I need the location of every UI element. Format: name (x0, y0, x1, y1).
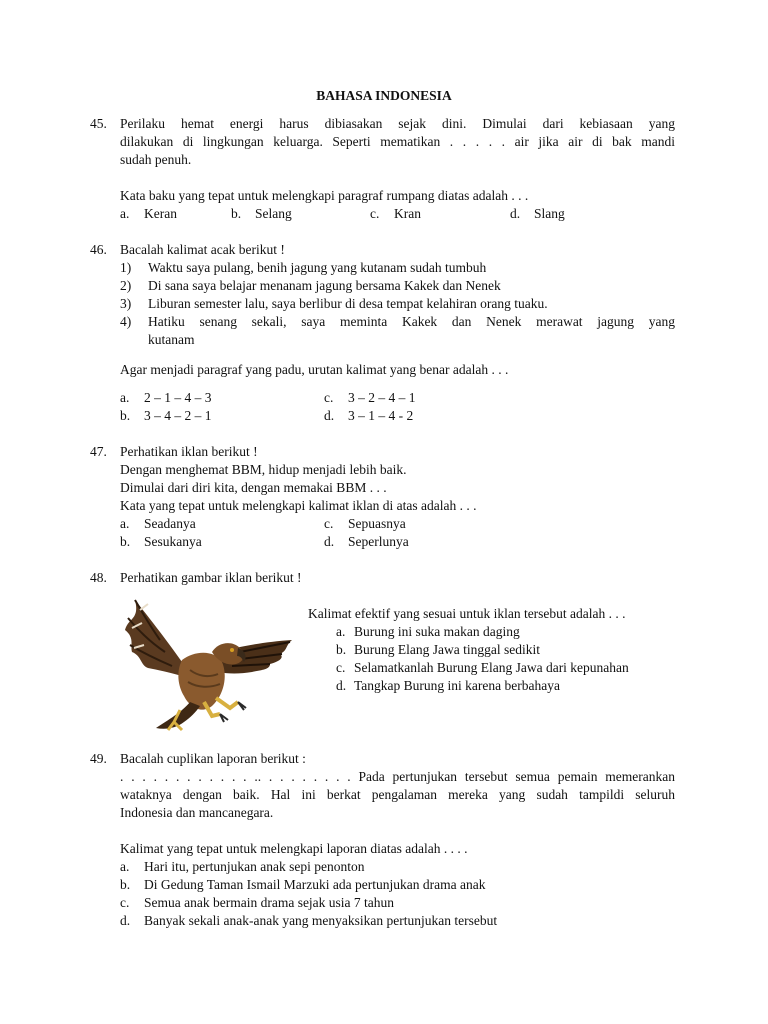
option-text: Di Gedung Taman Ismail Marzuki ada pertunjukan drama anak (144, 877, 486, 892)
option-text: Seadanya (144, 516, 196, 531)
question-intro: Bacalah cuplikan laporan berikut : (120, 751, 306, 766)
option-label: c. (336, 660, 346, 675)
item-number: 2) (120, 278, 132, 293)
sentence-item (120, 295, 548, 313)
answer-option-a[interactable] (120, 389, 212, 407)
answer-option-a[interactable] (120, 858, 364, 876)
page-title: BAHASA INDONESIA (316, 88, 452, 103)
question-text-line: Perilaku hemat energi harus dibiasakan sejak dini. Dimulai dari kebiasaan yang (120, 116, 675, 131)
item-number: 1) (120, 260, 132, 275)
answer-option-c[interactable] (370, 205, 421, 223)
option-text: Banyak sekali anak-anak yang menyaksikan pertunjukan tersebut (144, 913, 498, 928)
answer-option-c[interactable] (120, 894, 394, 912)
answer-option-a[interactable] (336, 623, 520, 641)
option-text: Slang (534, 206, 565, 221)
option-label: c. (324, 390, 334, 405)
answer-option-b[interactable] (120, 876, 485, 894)
question-text-line: Indonesia dan mancanegara. (120, 805, 274, 820)
option-label: b. (120, 534, 131, 549)
question-text-line: wataknya dengan baik. Hal ini berkat pengalaman mereka yang sudah tampildi seluruh (120, 787, 675, 802)
option-label: a. (336, 624, 346, 639)
question-prompt: Kata baku yang tepat untuk melengkapi paragraf rumpang diatas adalah . . . (120, 188, 529, 203)
option-label: b. (120, 877, 131, 892)
question-text-line: sudah penuh. (120, 152, 192, 167)
sentence-item (120, 313, 675, 331)
option-label: c. (120, 895, 130, 910)
answer-option-d[interactable] (120, 912, 497, 930)
sentence-item (120, 277, 501, 295)
answer-option-d[interactable] (324, 407, 413, 425)
question-text-line: Dimulai dari diri kita, dengan memakai BBM . . . (120, 480, 387, 495)
answer-option-a[interactable] (120, 515, 196, 533)
option-label: b. (231, 206, 242, 221)
item-text: Di sana saya belajar menanam jagung bersama Kakek dan Nenek (148, 278, 501, 293)
eagle-image (120, 590, 295, 738)
option-text: Hari itu, pertunjukan anak sepi penonton (144, 859, 365, 874)
answer-option-d[interactable] (324, 533, 409, 551)
answer-option-b[interactable] (120, 533, 202, 551)
answer-option-a[interactable] (120, 205, 177, 223)
option-text: Burung Elang Jawa tinggal sedikit (354, 642, 540, 657)
option-text: Selang (255, 206, 292, 221)
answer-option-c[interactable] (324, 389, 416, 407)
option-label: d. (120, 913, 131, 928)
answer-option-c[interactable] (336, 659, 629, 677)
option-label: d. (510, 206, 521, 221)
option-label: a. (120, 859, 130, 874)
item-text: Liburan semester lalu, saya berlibur di desa tempat kelahiran orang tuaku. (148, 296, 548, 311)
answer-option-b[interactable] (231, 205, 292, 223)
option-text: 3 – 2 – 4 – 1 (348, 390, 416, 405)
question-prompt: Agar menjadi paragraf yang padu, urutan kalimat yang benar adalah . . . (120, 362, 509, 377)
option-label: a. (120, 206, 130, 221)
option-text: Tangkap Burung ini karena berbahaya (354, 678, 560, 693)
question-text-line: . . . . . . . . . . . . .. . . . . . . . . Pada pertunjukan tersebut semua pemain memerankan (120, 769, 675, 784)
option-label: a. (120, 390, 130, 405)
option-label: d. (336, 678, 347, 693)
question-intro: Perhatikan gambar iklan berikut ! (120, 570, 302, 585)
question-number: 46. (90, 242, 107, 257)
answer-option-d[interactable] (336, 677, 560, 695)
option-text: Sesukanya (144, 534, 202, 549)
option-text: Seperlunya (348, 534, 409, 549)
item-text-continued: kutanam (148, 332, 195, 347)
option-text: Keran (144, 206, 177, 221)
answer-option-b[interactable] (120, 407, 212, 425)
option-label: d. (324, 408, 335, 423)
option-label: d. (324, 534, 335, 549)
answer-option-d[interactable] (510, 205, 565, 223)
item-text: Waktu saya pulang, benih jagung yang kutanam sudah tumbuh (148, 260, 487, 275)
question-number: 47. (90, 444, 107, 459)
item-text: Hatiku senang sekali, saya meminta Kakek dan Nenek merawat jagung yang (148, 314, 675, 329)
option-text: 3 – 4 – 2 – 1 (144, 408, 212, 423)
question-prompt: Kalimat yang tepat untuk melengkapi laporan diatas adalah . . . . (120, 841, 468, 856)
option-text: Kran (394, 206, 421, 221)
option-label: c. (370, 206, 380, 221)
sentence-item (120, 259, 486, 277)
option-text: 3 – 1 – 4 - 2 (348, 408, 414, 423)
option-text: 2 – 1 – 4 – 3 (144, 390, 212, 405)
option-label: b. (336, 642, 347, 657)
question-number: 49. (90, 751, 107, 766)
option-label: a. (120, 516, 130, 531)
option-text: Selamatkanlah Burung Elang Jawa dari kepunahan (354, 660, 629, 675)
option-label: c. (324, 516, 334, 531)
question-prompt: Kalimat efektif yang sesuai untuk iklan tersebut adalah . . . (308, 606, 626, 621)
question-text-line: dilakukan di lingkungan keluarga. Seperti mematikan . . . . . air jika air di bak mandi (120, 134, 675, 149)
answer-option-b[interactable] (336, 641, 540, 659)
question-number: 48. (90, 570, 107, 585)
item-number: 3) (120, 296, 132, 311)
option-text: Sepuasnya (348, 516, 406, 531)
item-number: 4) (120, 314, 132, 329)
question-text-line: Perhatikan iklan berikut ! (120, 444, 258, 459)
question-number: 45. (90, 116, 107, 131)
question-text-line: Dengan menghemat BBM, hidup menjadi lebih baik. (120, 462, 407, 477)
question-intro: Bacalah kalimat acak berikut ! (120, 242, 285, 257)
option-text: Burung ini suka makan daging (354, 624, 520, 639)
option-text: Semua anak bermain drama sejak usia 7 tahun (144, 895, 395, 910)
question-prompt: Kata yang tepat untuk melengkapi kalimat iklan di atas adalah . . . (120, 498, 477, 513)
answer-option-c[interactable] (324, 515, 406, 533)
option-label: b. (120, 408, 131, 423)
